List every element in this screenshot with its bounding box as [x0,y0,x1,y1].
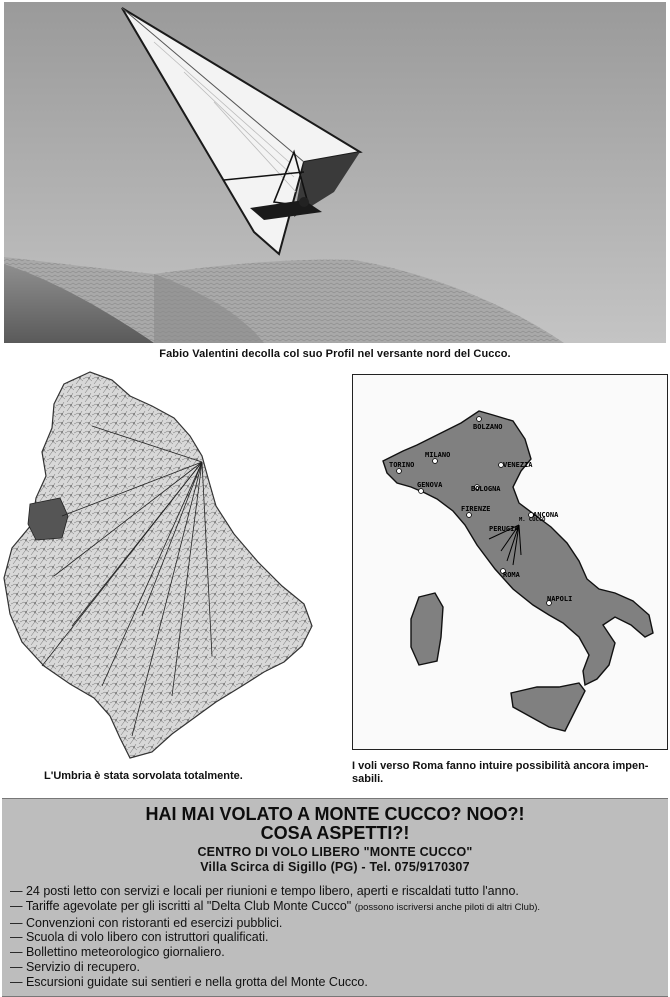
list-item: — Servizio di recupero. [10,959,140,974]
center-address: Villa Scirca di Sigillo (PG) - Tel. 075/9170307 [200,860,470,874]
list-item: — 24 posti letto con servizi e locali per riunioni e tempo libero, aperti e riscaldati tutto l'anno. [10,884,519,898]
list-item-note: (possono iscriversi anche piloti di altri Club). [354,901,541,913]
city-milano: MILANO [425,451,451,459]
list-item: — Bollettino meteorologico giornaliero. [10,945,225,960]
city-napoli: NAPOLI [547,595,573,603]
services-list [10,884,666,990]
center-name: CENTRO DI VOLO LIBERO "MONTE CUCCO" [197,845,473,859]
list-item: — Scuola di volo libero con istruttori qualificati. [10,930,269,945]
photo-caption: Fabio Valentini decolla col suo Profil nel versante nord del Cucco. [159,348,511,360]
list-item-text: — Tariffe agevolate per gli iscritti al "Delta Club Monte Cucco" [10,898,352,913]
city-roma: ROMA [503,571,520,579]
italy-map-caption: I voli verso Roma fanno intuire possibilità ancora impen-sabili. [352,760,649,785]
list-item: — Convenzioni con ristoranti ed esercizi pubblici. [10,915,283,930]
italy-map [352,374,668,750]
list-item: — Escursioni guidate sui sentieri e nella grotta del Monte Cucco. [10,974,368,989]
city-perugia: PERUGIA [489,525,519,533]
city-ancona: ANCONA [533,511,559,519]
city-genova: GENOVA [417,481,443,489]
city-bolzano: BOLZANO [473,423,503,431]
ad-center-info [2,845,668,875]
city-bologna: BOLOGNA [471,485,501,493]
city-venezia: VENEZIA [503,461,533,469]
advertisement-box [2,798,668,997]
umbria-map-caption: L'Umbria è stata sorvolata totalmente. [44,770,243,782]
city-firenze: FIRENZE [461,505,491,513]
list-item [10,899,666,916]
ad-headline-line-2: COSA ASPETTI?! [260,823,410,843]
hang-glider-photo [4,2,666,343]
ad-headline [2,805,668,843]
umbria-map [2,366,318,766]
ad-headline-line-1: HAI MAI VOLATO A MONTE CUCCO? NOO?! [145,804,525,824]
city-mc: M. CUCCO [519,517,546,523]
city-torino: TORINO [389,461,415,469]
